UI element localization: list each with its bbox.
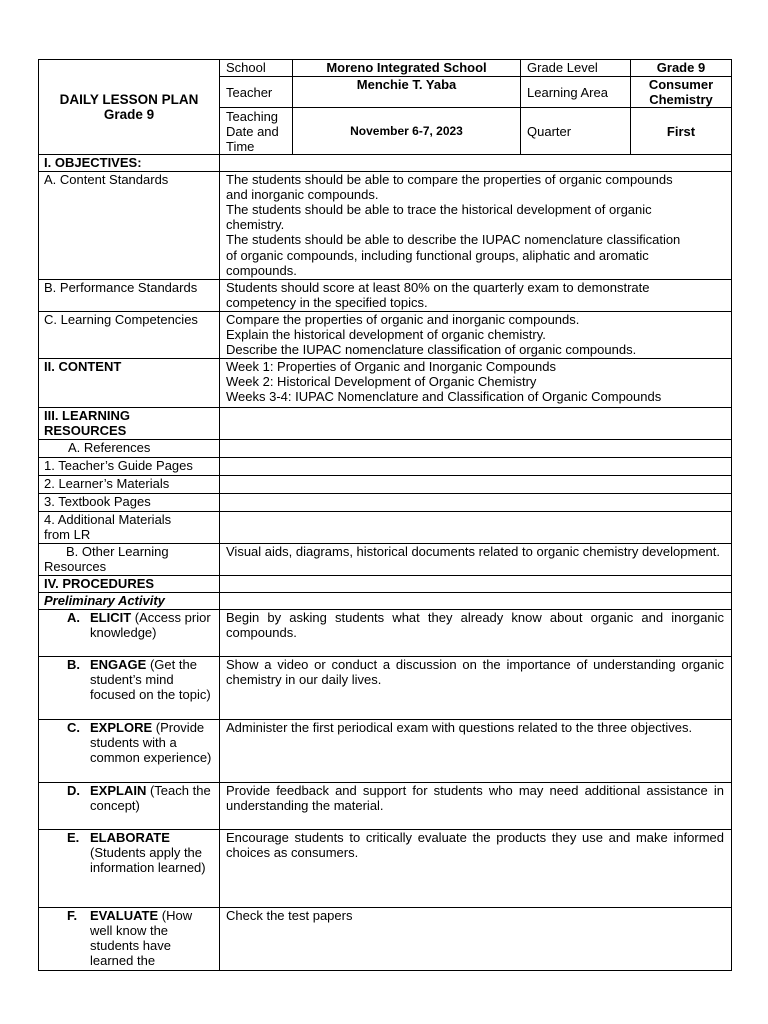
lesson-plan-page [38, 59, 731, 971]
procedure-evaluate-text: Check the test papers [220, 907, 732, 970]
procedure-explain-text: Provide feedback and support for students who may need additional assistance in understanding the material. [220, 782, 732, 829]
references-label: A. References [39, 439, 220, 457]
procedure-explore-text: Administer the first periodical exam with questions related to the three objectives. [220, 719, 732, 782]
quarter-label: Quarter [521, 108, 631, 155]
learning-resources-heading: III. LEARNING RESOURCES [39, 407, 220, 439]
learning-competencies-text: Compare the properties of organic and inorganic compounds. Explain the historical development of organic chemistry. Describe the IUPAC nomenclature classification of organic compounds. [220, 311, 732, 358]
performance-standards-text: Students should score at least 80% on the quarterly exam to demonstrate competency in the specified topics. [220, 279, 732, 311]
teachers-guide-blank [220, 457, 732, 475]
learning-area-value: Consumer Chemistry [631, 77, 732, 108]
procedure-elicit-text: Begin by asking students what they already know about organic and inorganic compounds. [220, 609, 732, 656]
school-value: Moreno Integrated School [293, 60, 521, 77]
learning-resources-blank [220, 407, 732, 439]
procedure-elicit-label: A. ELICIT (Access prior knowledge) [39, 609, 220, 656]
references-blank [220, 439, 732, 457]
lesson-plan-table [38, 59, 732, 971]
procedure-elaborate-text: Encourage students to critically evaluate the products they use and make informed choices as consumers. [220, 829, 732, 907]
quarter-value: First [631, 108, 732, 155]
procedure-elaborate-label: E. ELABORATE (Students apply the information learned) [39, 829, 220, 907]
lesson-plan-title: DAILY LESSON PLAN Grade 9 [39, 60, 220, 155]
procedure-explore-label: C. EXPLORE (Provide students with a common experience) [39, 719, 220, 782]
additional-materials-blank [220, 511, 732, 543]
content-text: Week 1: Properties of Organic and Inorganic Compounds Week 2: Historical Development of Organic Chemistry Weeks 3-4: IUPAC Nomenclature and Classification of Organic Compounds [220, 358, 732, 407]
procedure-engage-label: B. ENGAGE (Get the student’s mind focused on the topic) [39, 656, 220, 719]
grade-level-value: Grade 9 [631, 60, 732, 77]
preliminary-activity-label: Preliminary Activity [39, 592, 220, 609]
procedure-explain-label: D. EXPLAIN (Teach the concept) [39, 782, 220, 829]
preliminary-activity-blank [220, 592, 732, 609]
additional-materials-label: 4. Additional Materials from LR [39, 511, 220, 543]
other-resources-text: Visual aids, diagrams, historical documents related to organic chemistry development. [220, 543, 732, 575]
teachers-guide-label: 1. Teacher’s Guide Pages [39, 457, 220, 475]
learners-materials-label: 2. Learner’s Materials [39, 475, 220, 493]
teaching-date-label: Teaching Date and Time [220, 108, 293, 155]
content-standards-label: A. Content Standards [39, 171, 220, 279]
grade-level-label: Grade Level [521, 60, 631, 77]
procedures-heading: IV. PROCEDURES [39, 575, 220, 592]
teacher-label: Teacher [220, 77, 293, 108]
learning-competencies-label: C. Learning Competencies [39, 311, 220, 358]
teaching-date-value: November 6-7, 2023 [293, 108, 521, 155]
textbook-pages-blank [220, 493, 732, 511]
learners-materials-blank [220, 475, 732, 493]
learning-area-label: Learning Area [521, 77, 631, 108]
content-heading: II. CONTENT [39, 358, 220, 407]
procedures-heading-blank [220, 575, 732, 592]
objectives-heading-blank [220, 155, 732, 171]
procedure-engage-text: Show a video or conduct a discussion on the importance of understanding organic chemistry in our daily lives. [220, 656, 732, 719]
procedure-evaluate-label: F. EVALUATE (How well know the students have learned the [39, 907, 220, 970]
content-standards-text: The students should be able to compare the properties of organic compounds and inorganic compounds. The students should be able to trace the historical development of organic chemistry. The students should be able to describe the IUPAC nomenclature classification of organic compounds, including functional groups, aliphatic and aromatic compounds. [220, 171, 732, 279]
textbook-pages-label: 3. Textbook Pages [39, 493, 220, 511]
teacher-value: Menchie T. Yaba [293, 77, 521, 108]
school-label: School [220, 60, 293, 77]
performance-standards-label: B. Performance Standards [39, 279, 220, 311]
objectives-heading: I. OBJECTIVES: [39, 155, 220, 171]
other-resources-label: B. Other Learning Resources [39, 543, 220, 575]
